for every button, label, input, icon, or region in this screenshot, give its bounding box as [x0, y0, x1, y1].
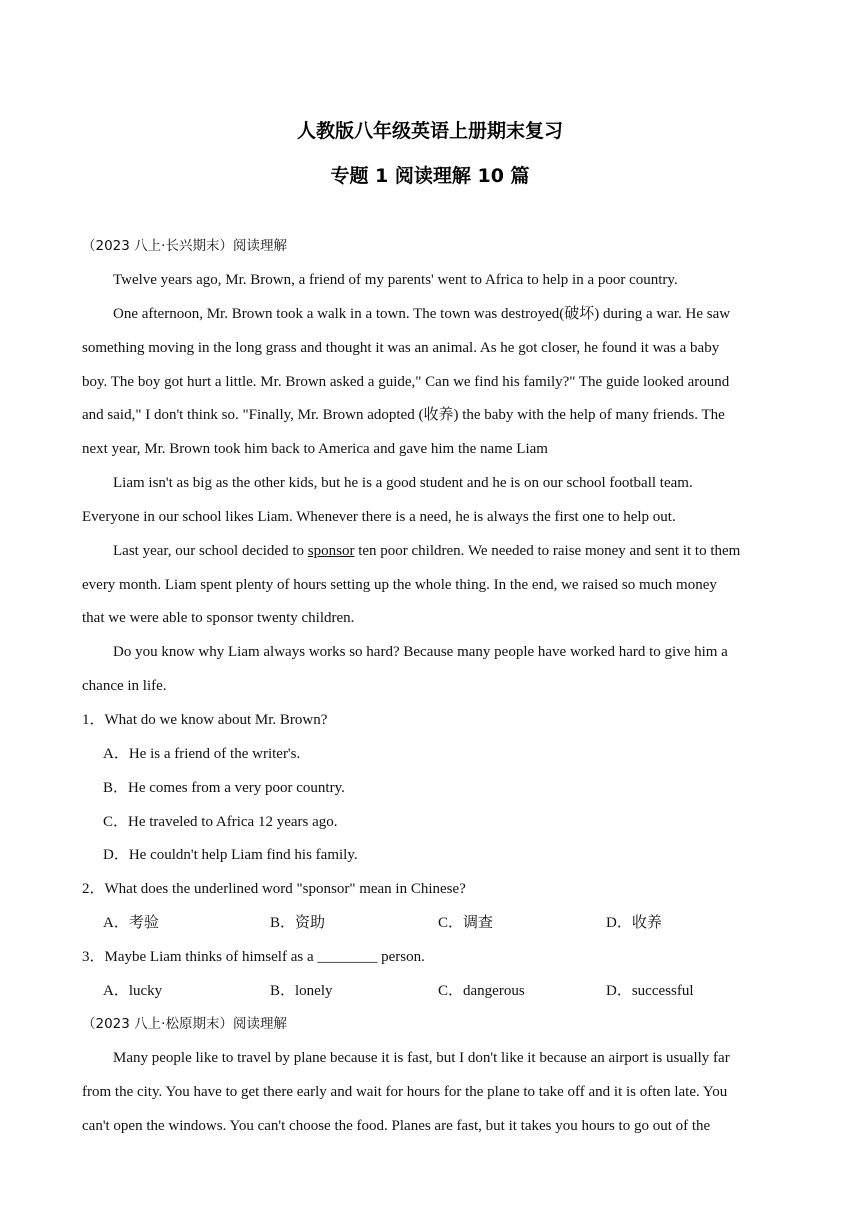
- passage2-line2: from the city. You have to get there early and wait for hours for the plane to take off and it is often late. You: [82, 1084, 728, 1100]
- question-1-option-a: A．He is a friend of the writer's.: [103, 746, 301, 762]
- question-2-option-a: A．考验: [103, 915, 159, 931]
- passage1-paragraph3-line2: Everyone in our school likes Liam. Whenever there is a need, he is always the first one to help out.: [82, 509, 676, 525]
- passage2-line3: can't open the windows. You can't choose the food. Planes are fast, but it takes you hours to go out of the: [82, 1118, 711, 1134]
- question-3-option-c: C．dangerous: [438, 983, 525, 999]
- page-subtitle: 专题 1 阅读理解 10 篇: [330, 165, 530, 187]
- question-2-option-d: D．收养: [606, 915, 662, 931]
- passage1-paragraph5-line1: Do you know why Liam always works so hard? Because many people have worked hard to give him a: [113, 644, 728, 660]
- passage1-paragraph2-line4: and said," I don't think so. "Finally, Mr. Brown adopted (收养) the baby with the help of many friends. The: [82, 407, 725, 423]
- question-2-option-b: B．资助: [270, 915, 326, 931]
- underlined-word-sponsor: sponsor: [307, 543, 355, 559]
- passage1-paragraph4-line3: that we were able to sponsor twenty children.: [82, 610, 355, 626]
- passage2-line1: Many people like to travel by plane because it is fast, but I don't like it because an airport is usually far: [113, 1050, 730, 1066]
- text-segment: ten poor children. We needed to raise money and sent it to them: [354, 543, 741, 559]
- question-1-stem: 1．What do we know about Mr. Brown?: [82, 712, 328, 728]
- question-1-option-d: D．He couldn't help Liam find his family.: [103, 847, 358, 863]
- passage1-paragraph2-line2: something moving in the long grass and thought it was an animal. As he got closer, he found it was a baby: [82, 340, 720, 356]
- question-3-option-b: B．lonely: [270, 983, 333, 999]
- question-3-option-a: A．lucky: [103, 983, 163, 999]
- question-3-option-d: D．successful: [606, 983, 694, 999]
- passage1-paragraph4-line1: [113, 541, 740, 561]
- text-segment: Last year, our school decided to: [113, 543, 308, 559]
- passage1-paragraph2-line1: One afternoon, Mr. Brown took a walk in a town. The town was destroyed(破坏) during a war. He saw: [113, 306, 731, 322]
- passage1-paragraph5-line2: chance in life.: [82, 678, 167, 694]
- question-3-stem: 3．Maybe Liam thinks of himself as a ________ person.: [82, 949, 425, 965]
- passage1-paragraph1: Twelve years ago, Mr. Brown, a friend of my parents' went to Africa to help in a poor country.: [113, 272, 678, 288]
- passage1-paragraph3-line1: Liam isn't as big as the other kids, but he is a good student and he is on our school football team.: [113, 475, 693, 491]
- question-2-option-c: C．调查: [438, 915, 494, 931]
- question-2-stem: 2．What does the underlined word "sponsor" mean in Chinese?: [82, 881, 466, 897]
- passage1-source: （2023 八上·长兴期末）阅读理解: [82, 238, 287, 254]
- passage1-paragraph4-line2: every month. Liam spent plenty of hours setting up the whole thing. In the end, we raised so much money: [82, 577, 717, 593]
- passage2-source: （2023 八上·松原期末）阅读理解: [82, 1016, 287, 1032]
- passage1-paragraph2-line5: next year, Mr. Brown took him back to America and gave him the name Liam: [82, 441, 548, 457]
- question-1-option-b: B．He comes from a very poor country.: [103, 780, 345, 796]
- page-title: 人教版八年级英语上册期末复习: [296, 120, 563, 142]
- passage1-paragraph2-line3: boy. The boy got hurt a little. Mr. Brown asked a guide," Can we find his family?" The guide looked around: [82, 374, 730, 390]
- question-1-option-c: C．He traveled to Africa 12 years ago.: [103, 814, 338, 830]
